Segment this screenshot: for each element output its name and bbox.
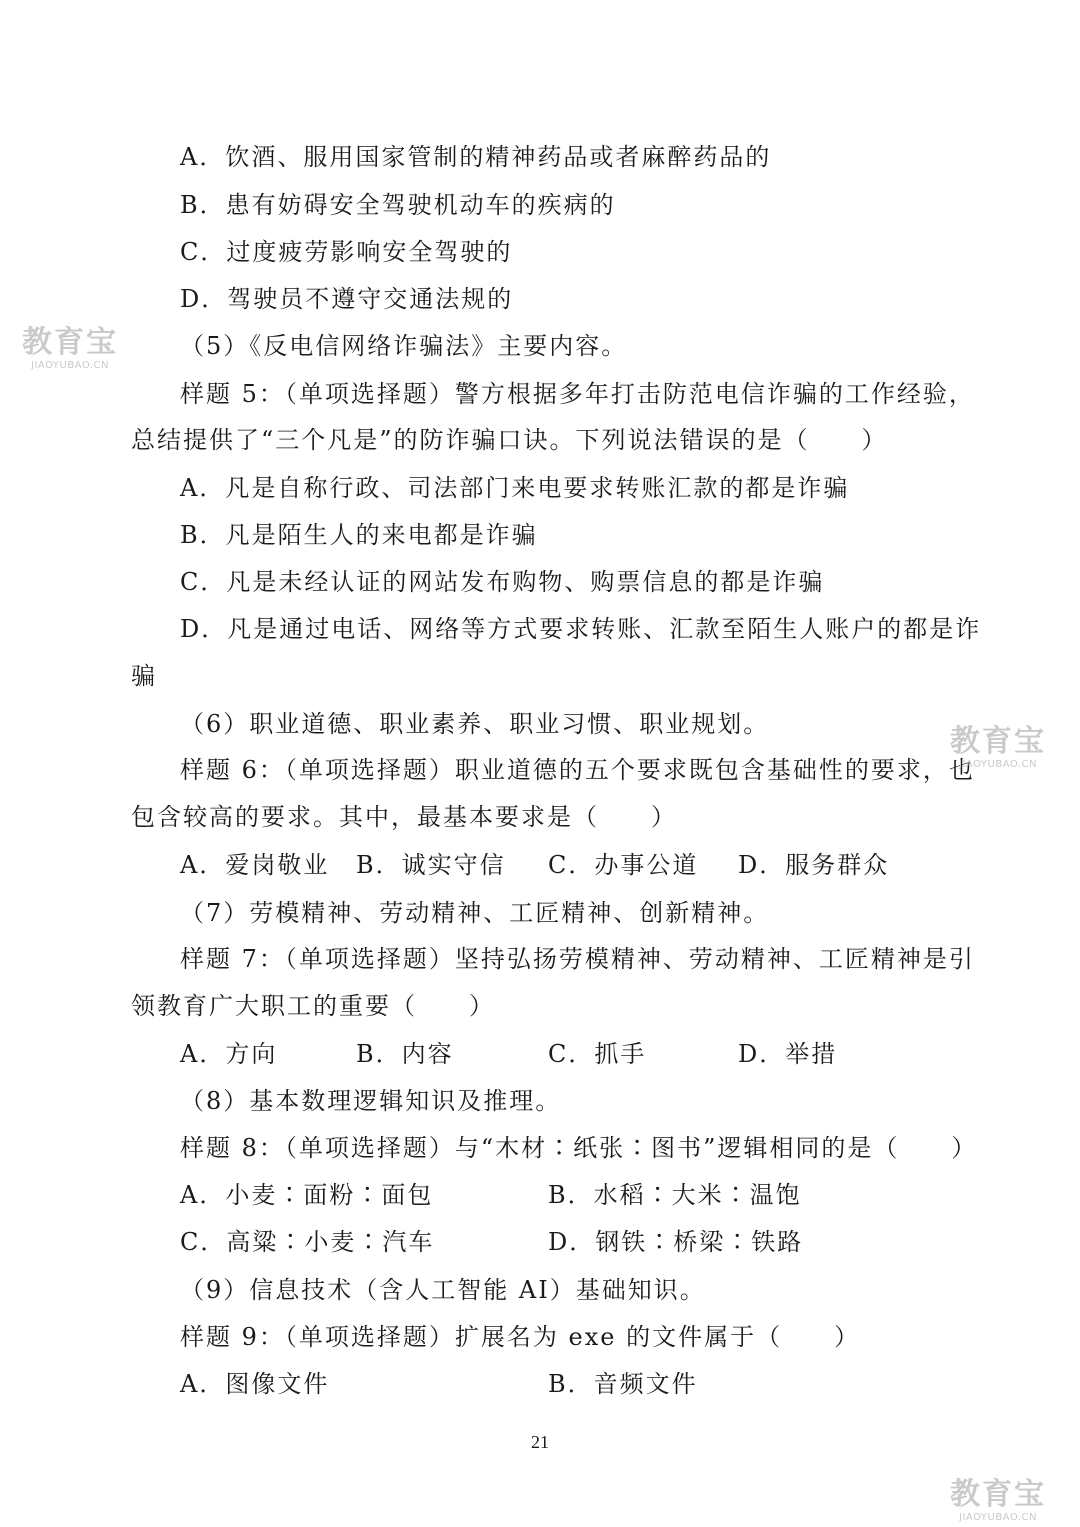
option-d: D．举措 bbox=[738, 1040, 838, 1068]
option-line: C．凡是未经认证的网站发布购物、购票信息的都是诈骗 bbox=[180, 568, 825, 596]
section-heading: （7）劳模精神、劳动精神、工匠精神、创新精神。 bbox=[180, 899, 770, 927]
option-b: B．内容 bbox=[356, 1040, 454, 1068]
option-a: A．小麦∶面粉∶面包 bbox=[180, 1181, 434, 1209]
page-number: 21 bbox=[531, 1432, 549, 1452]
section-heading: （8）基本数理逻辑知识及推理。 bbox=[180, 1087, 562, 1115]
option-c: C．办事公道 bbox=[548, 851, 699, 879]
question-text: 领教育广大职工的重要（ ） bbox=[131, 992, 495, 1020]
watermark-logo bbox=[938, 725, 1058, 771]
question-text: 样题 9：（单项选择题）扩展名为 exe 的文件属于（ ） bbox=[180, 1323, 861, 1351]
watermark-logo bbox=[10, 326, 130, 372]
option-c: C．高粱∶小麦∶汽车 bbox=[180, 1228, 435, 1256]
question-text: 样题 7：（单项选择题）坚持弘扬劳模精神、劳动精神、工匠精神是引 bbox=[180, 945, 975, 973]
option-a: A．爱岗敬业 bbox=[180, 851, 330, 879]
option-b: B．诚实守信 bbox=[356, 851, 506, 879]
watermark-text: 教育宝 bbox=[950, 1477, 1046, 1512]
question-text: 样题 6：（单项选择题）职业道德的五个要求既包含基础性的要求，也 bbox=[180, 756, 975, 784]
question-text: 总结提供了“三个凡是”的防诈骗口诀。下列说法错误的是（ ） bbox=[131, 426, 888, 454]
question-text: 样题 8：（单项选择题）与“木材∶纸张∶图书”逻辑相同的是（ ） bbox=[180, 1134, 978, 1162]
option-d: D．服务群众 bbox=[738, 851, 890, 879]
option-line: B．凡是陌生人的来电都是诈骗 bbox=[180, 521, 538, 549]
option-line: 骗 bbox=[131, 662, 157, 690]
section-heading: （9）信息技术（含人工智能 AI）基础知识。 bbox=[180, 1276, 706, 1304]
option-a: A．图像文件 bbox=[180, 1370, 330, 1398]
watermark-url: JIAOYUBAO.CN bbox=[959, 759, 1037, 770]
option-d: D．钢铁∶桥梁∶铁路 bbox=[548, 1228, 804, 1256]
option-line: A．饮酒、服用国家管制的精神药品或者麻醉药品的 bbox=[180, 143, 772, 171]
section-heading: （5）《反电信网络诈骗法》主要内容。 bbox=[180, 332, 628, 360]
section-heading: （6）职业道德、职业素养、职业习惯、职业规划。 bbox=[180, 710, 770, 738]
option-a: A．方向 bbox=[180, 1040, 278, 1068]
watermark-url: JIAOYUBAO.CN bbox=[959, 1512, 1037, 1523]
option-b: B．水稻∶大米∶温饱 bbox=[548, 1181, 802, 1209]
watermark-logo bbox=[938, 1478, 1058, 1524]
option-line: C．过度疲劳影响安全驾驶的 bbox=[180, 238, 513, 266]
watermark-text: 教育宝 bbox=[950, 724, 1046, 759]
watermark-text: 教育宝 bbox=[22, 325, 118, 360]
question-text: 样题 5：（单项选择题）警方根据多年打击防范电信诈骗的工作经验， bbox=[180, 380, 975, 408]
option-line: D．驾驶员不遵守交通法规的 bbox=[180, 285, 514, 313]
option-line: A．凡是自称行政、司法部门来电要求转账汇款的都是诈骗 bbox=[180, 474, 850, 502]
option-b: B．音频文件 bbox=[548, 1370, 698, 1398]
option-c: C．抓手 bbox=[548, 1040, 647, 1068]
question-text: 包含较高的要求。其中，最基本要求是（ ） bbox=[131, 803, 677, 831]
option-line: B．患有妨碍安全驾驶机动车的疾病的 bbox=[180, 191, 616, 219]
option-line: D．凡是通过电话、网络等方式要求转账、汇款至陌生人账户的都是诈 bbox=[180, 615, 982, 643]
watermark-url: JIAOYUBAO.CN bbox=[31, 360, 109, 371]
